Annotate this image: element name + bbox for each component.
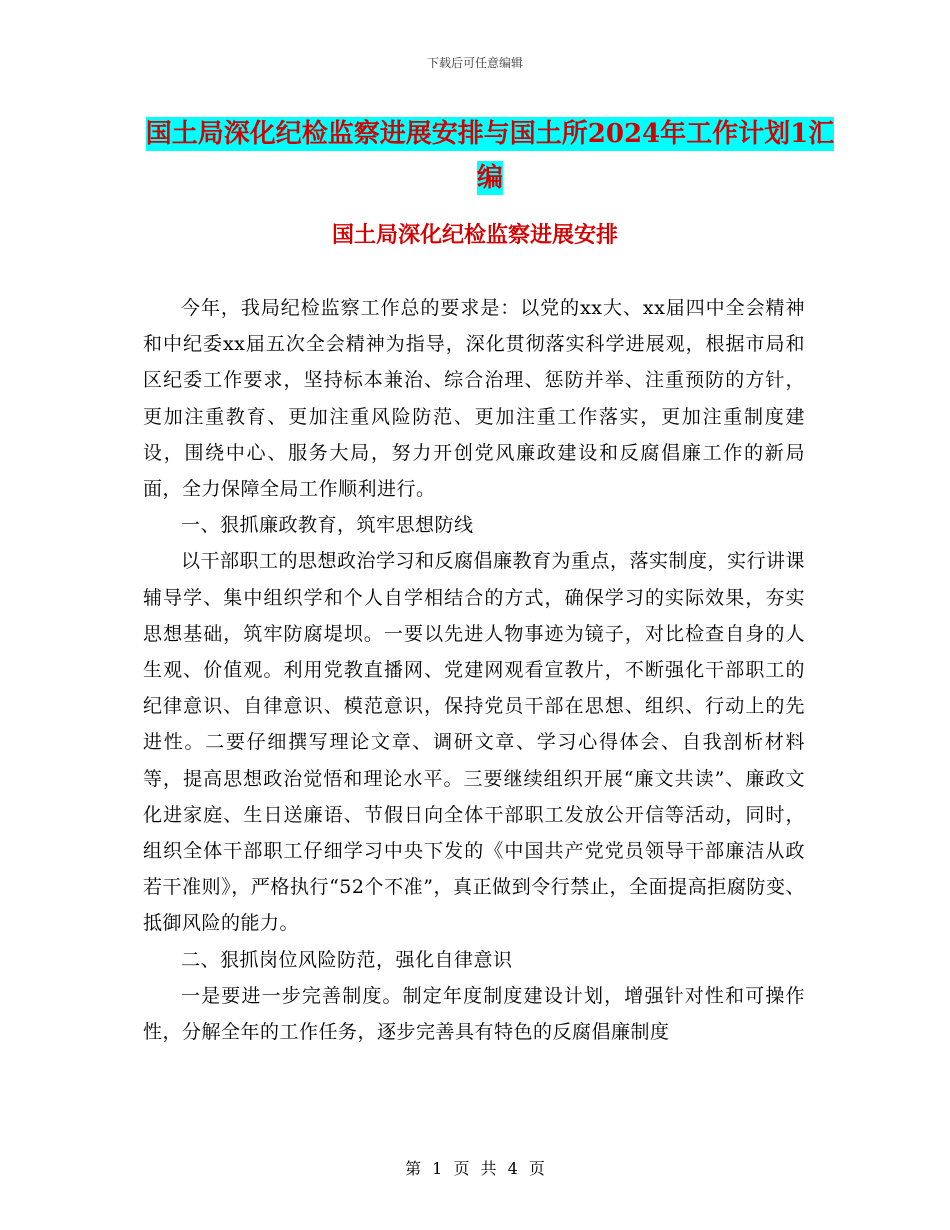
heading-section-1: 一、狠抓廉政教育，筑牢思想防线 xyxy=(181,514,474,537)
heading-section-2: 二、狠抓岗位风险防范，强化自律意识 xyxy=(181,948,513,971)
document-body xyxy=(143,290,805,1050)
section-title: 国土局深化纪检监察进展安排 xyxy=(331,222,618,248)
paragraph-intro: 今年，我局纪检监察工作总的要求是：以党的xx大、xx届四中全会精神和中纪委xx届五次全会精神为指导，深化贯彻落实科学进展观，根据市局和区纪委工作要求，坚持标本兼治、综合治理、惩防并举、注重预防的方针，更加注重教育、更加注重风险防范、更加注重工作落实，更加注重制度建设，围绕中心、服务大局，努力开创党风廉政建设和反腐倡廉工作的新局面，全力保障全局工作顺利进行。 xyxy=(143,297,805,501)
paragraph-section-2: 一是要进一步完善制度。制定年度制度建设计划，增强针对性和可操作性，分解全年的工作任务，逐步完善具有特色的反腐倡廉制度 xyxy=(143,984,805,1044)
document-title xyxy=(140,112,840,200)
header-note: 下载后可任意编辑 xyxy=(426,56,523,70)
document-title-text: 国土局深化纪检监察进展安排与国土所2024年工作计划1汇编 xyxy=(145,119,835,193)
paragraph-section-1: 以干部职工的思想政治学习和反腐倡廉教育为重点，落实制度，实行讲课辅导学、集中组织学和个人自学相结合的方式，确保学习的实际效果，夯实思想基础，筑牢防腐堤坝。一要以先进人物事迹为镜子，对比检查自身的人生观、价值观。利用党教直播网、党建网观看宣教片，不断强化干部职工的纪律意识、自律意识、模范意识，保持党员干部在思想、组织、行动上的先进性。二要仔细撰写理论文章、调研文章、学习心得体会、自我剖析材料等，提高思想政治觉悟和理论水平。三要继续组织开展“廉文共读”、廉政文化进家庭、生日送廉语、节假日向全体干部职工发放公开信等活动，同时，组织全体干部职工仔细学习中央下发的《中国共产党党员领导干部廉洁从政若干准则》，严格执行“52个不准”，真正做到令行禁止，全面提高拒腐防变、抵御风险的能力。 xyxy=(143,550,806,935)
page-footer: 第 1 页 共 4 页 xyxy=(405,1159,545,1178)
